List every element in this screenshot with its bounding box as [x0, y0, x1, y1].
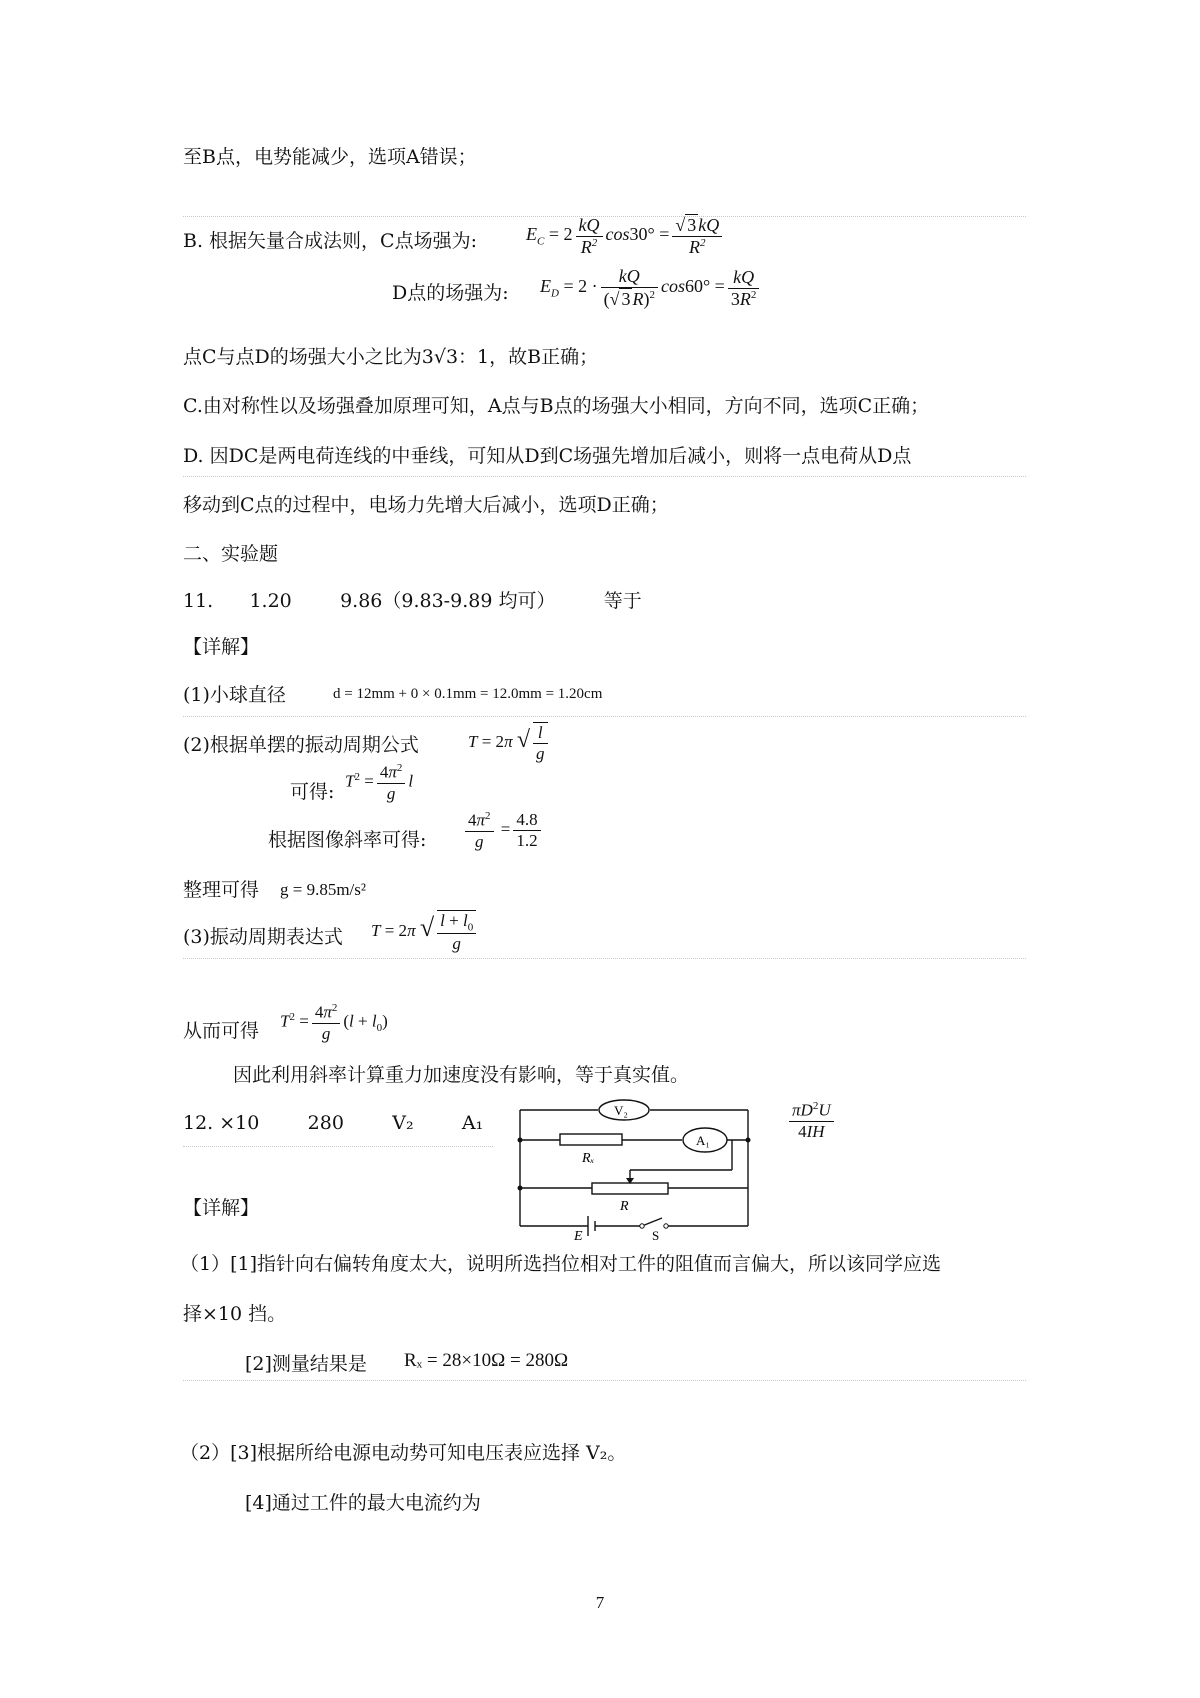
formula-slope: $\frac{4\pi^2}{g}$ = $\frac{4.8}{1.2}$: [462, 810, 544, 852]
divider: [183, 958, 1026, 959]
p3-conclusion: 因此利用斜率计算重力加速度没有影响，等于真实值。: [233, 1064, 690, 1086]
formula-ec: $E_C = 2$ $\frac{kQ}{R^2}$ cos30° = $\frac{√ 3 kQ}{R^2}$: [526, 214, 725, 258]
text-line-d2: 移动到C点的过程中，电场力先增大后减小，选项D正确；: [183, 494, 669, 516]
v2-label: V₂: [614, 1103, 628, 1118]
q12-3: （2）[3]根据所给电源电动势可知电压表应选择 V₂。: [180, 1442, 627, 1464]
q12-1b: 择×10 挡。: [183, 1303, 287, 1325]
p2-text: (2)根据单摆的振动周期公式: [183, 734, 419, 756]
rx-label: Rₓ: [582, 1151, 595, 1166]
p2-keyi: 可得:: [290, 781, 335, 803]
formula-T: T = 2π √ $\frac{l}{g}$: [468, 722, 551, 764]
s-label: S: [652, 1228, 660, 1240]
section-title: 二、实验题: [183, 543, 279, 565]
circuit-diagram: [510, 1098, 760, 1240]
q11-answer: 11. 1.20 9.86（9.83-9.89 均可） 等于: [183, 590, 642, 612]
detail-heading: 【详解】: [183, 636, 260, 658]
text-line-b: B. 根据矢量合成法则，C点场强为:: [183, 230, 477, 252]
q12-1: （1）[1]指针向右偏转角度太大，说明所选挡位相对工件的阻值而言偏大，所以该同学应选: [180, 1253, 942, 1275]
text-line-c: C.由对称性以及场强叠加原理可知，A点与B点的场强大小相同，方向不同，选项C正确；: [183, 395, 930, 417]
divider: [183, 716, 1026, 717]
divider: [183, 1146, 493, 1147]
text-line-dc: D. 因DC是两电荷连线的中垂线，可知从D到C场强先增加后减小，则将一点电荷从D点: [183, 445, 912, 467]
p3-text: (3)振动周期表达式: [183, 926, 343, 948]
text-line-ratio: 点C与点D的场强大小之比为3√3：1，故B正确；: [183, 346, 599, 368]
p2-slope: 根据图像斜率可得:: [268, 829, 427, 851]
p1-text: (1)小球直径: [183, 684, 286, 706]
page-number: 7: [595, 1593, 605, 1612]
divider: [183, 476, 1026, 477]
p2-zhengli: 整理可得: [183, 879, 260, 901]
text-line: 至B点，电势能减少，选项A错误；: [183, 146, 477, 168]
formula-T3: T = 2π √ $\frac{l + l_0}{g}$: [371, 910, 479, 954]
detail-heading-2: 【详解】: [183, 1197, 260, 1219]
p3-congER: 从而可得: [183, 1020, 260, 1042]
q12-2: [2]测量结果是: [245, 1353, 367, 1375]
formula-d: d = 12mm + 0 × 0.1mm = 12.0mm = 1.20cm: [333, 686, 603, 702]
formula-T2-l0: $T^2$ = $\frac{4\pi^2}{g}$ $(l + l_0)$: [280, 1002, 388, 1043]
text-line-d: D点的场强为:: [392, 282, 509, 304]
formula-rx: Rₓ = 28×10Ω = 280Ω: [404, 1350, 569, 1371]
answer-formula: $\frac{\pi D^2U}{4IH}$: [786, 1100, 837, 1142]
divider: [183, 1380, 1026, 1381]
e-label: E: [574, 1229, 583, 1240]
q12-answer: 12. ×10 280 V₂ A₁: [183, 1112, 484, 1134]
r-label: R: [620, 1199, 629, 1214]
a1-label: A₁: [696, 1133, 710, 1148]
q12-4: [4]通过工件的最大电流约为: [245, 1492, 481, 1514]
formula-g: g = 9.85m/s²: [280, 880, 366, 899]
formula-T2: $T^2$ = $\frac{4\pi^2}{g}$ l: [345, 762, 414, 803]
formula-ed: $E_D = 2$ · $\frac{kQ}{(√ 3 R)^2}$ cos60° = $\frac{kQ}{3R^2}$: [540, 266, 762, 310]
